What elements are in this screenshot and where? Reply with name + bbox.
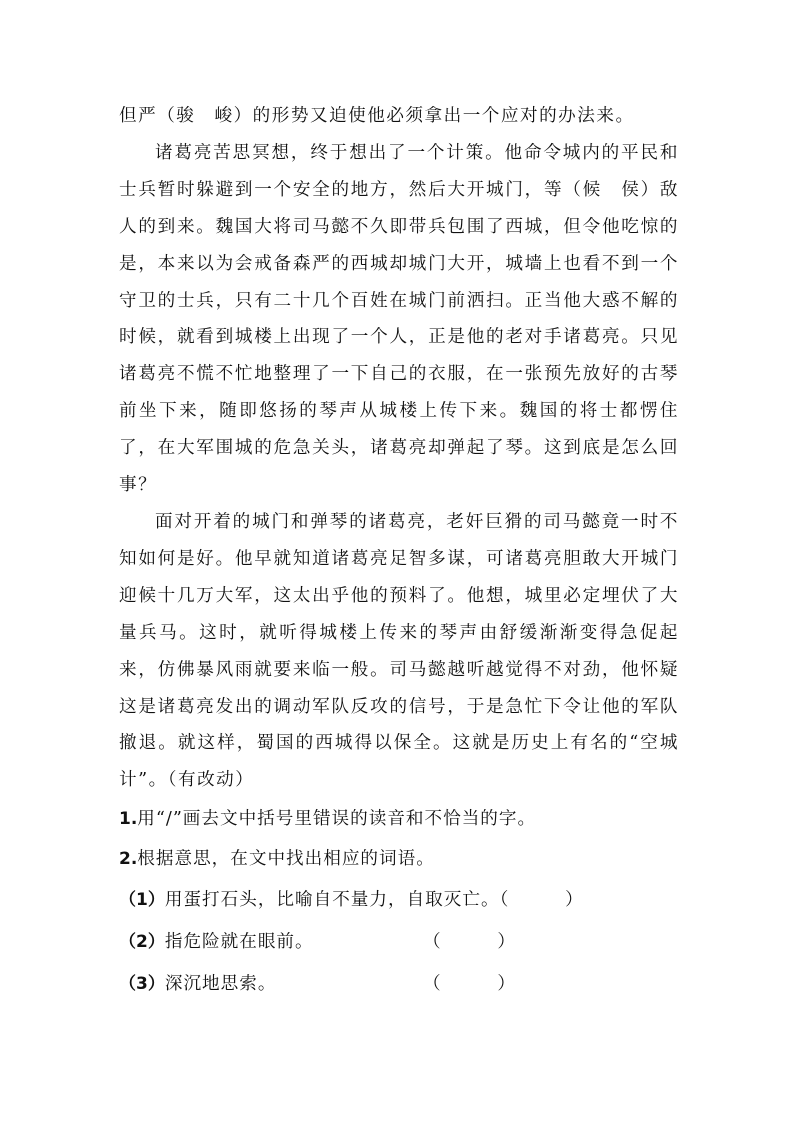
question-text: 根据意思，在文中找出相应的词语。	[137, 849, 435, 870]
question-2	[119, 839, 679, 1005]
sub-question-2	[119, 921, 679, 963]
sub-question-3	[119, 963, 679, 1005]
answer-blank[interactable]: （ ）	[423, 932, 516, 953]
sub-question-number: （2）	[119, 932, 165, 953]
sub-question-text: 指危险就在眼前。	[164, 932, 314, 953]
passage-paragraph-1: 但严（骏 峻）的形势又迫使他必须拿出一个应对的办法来。	[119, 106, 635, 126]
passage-paragraph-3: 面对开着的城门和弹琴的诸葛亮，老奸巨猾的司马懿竟一时不知如何是好。他早就知道诸葛亮足智多谋，可诸葛亮胆敢大开城门迎候十几万大军，这太出乎他的预料了。他想，城里必定埋伏了大量兵马。这时，就听得城楼上传来的琴声由舒缓渐渐变得急促起来，仿佛暴风雨就要来临一般。司马懿越听越觉得不对劲，他怀疑这是诸葛亮发出的调动军队反攻的信号，于是急忙下令让他的军队撤退。就这样，蜀国的西城得以保全。这就是历史上有名的“空城计”。（有改动）	[119, 511, 679, 791]
passage-paragraph-2: 诸葛亮苦思冥想，终于想出了一个计策。他命令城内的平民和士兵暂时躲避到一个安全的地方，然后大开城门，等（候 侯）敌人的到来。魏国大将司马懿不久即带兵包围了西城，但令他吃惊的是，本来以为会戒备森严的西城却城门大开，城墙上也看不到一个守卫的士兵，只有二十几个百姓在城门前洒扫。正当他大惑不解的时候，就看到城楼上出现了一个人，正是他的老对手诸葛亮。只见诸葛亮不慌不忙地整理了一下自己的衣服，在一张预先放好的古琴前坐下来，随即悠扬的琴声从城楼上传下来。魏国的将士都愣住了，在大军围城的危急关头，诸葛亮却弹起了琴。这到底是怎么回事？	[119, 142, 679, 496]
sub-question-text: 用蛋打石头，比喻自不量力，自取灭亡。	[164, 890, 500, 911]
sub-question-number: （1）	[119, 890, 165, 911]
question-1	[119, 799, 679, 839]
answer-blank[interactable]: （ ）	[423, 974, 516, 995]
question-number: 1.	[119, 809, 138, 830]
sub-question-number: （3）	[119, 974, 165, 995]
question-number: 2.	[119, 849, 138, 870]
sub-question-text: 深沉地思索。	[164, 974, 277, 995]
reading-passage	[119, 98, 679, 1005]
question-text: 用“/”画去文中括号里错误的读音和不恰当的字。	[137, 809, 537, 830]
sub-question-1	[119, 879, 679, 921]
answer-blank[interactable]: （ ）	[499, 890, 584, 911]
